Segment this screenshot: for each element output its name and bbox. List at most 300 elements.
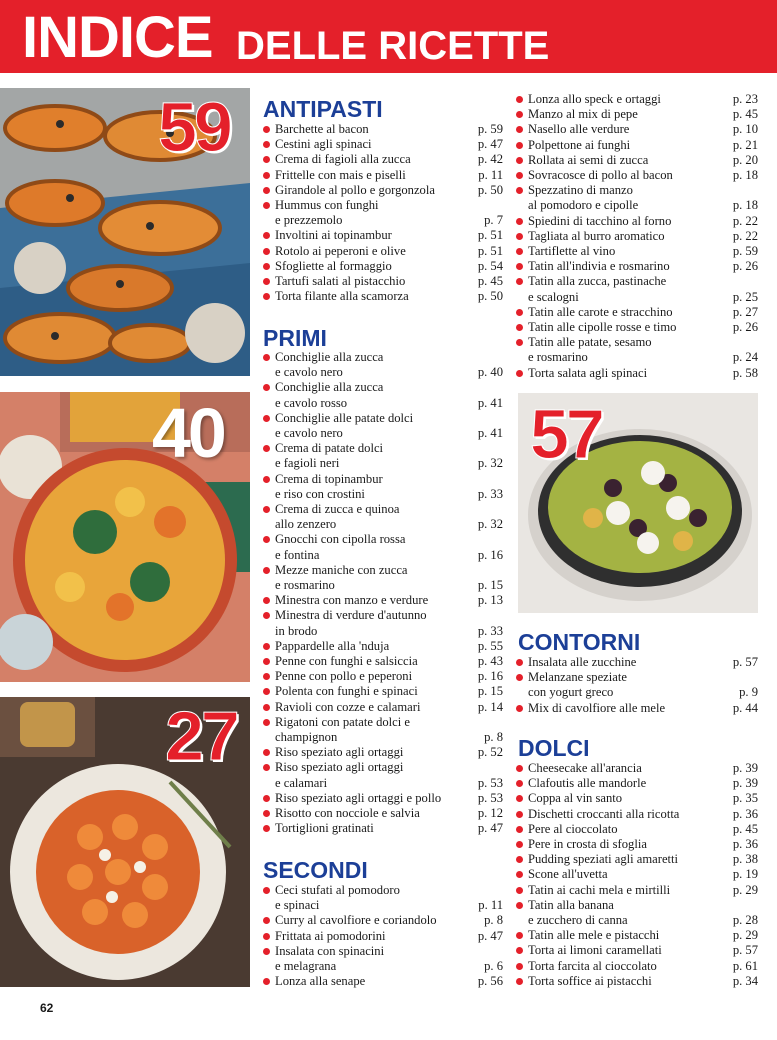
recipe-name-line: Coppa al vin santo xyxy=(528,791,623,806)
recipe-page-ref: p. 22 xyxy=(732,213,758,228)
recipe-item xyxy=(263,760,503,790)
recipe-name-line: Tatin alle patate, sesamo xyxy=(528,335,652,350)
bullet-icon xyxy=(263,825,270,832)
section-title-contorni: CONTORNI xyxy=(518,629,641,655)
recipe-page-ref: p. 7 xyxy=(484,213,503,228)
recipe-name-line: con yogurt greco xyxy=(528,685,614,700)
recipe-name-line: Riso speziato agli ortaggi xyxy=(275,760,404,775)
recipe-page-ref: p. 11 xyxy=(478,898,503,913)
recipe-name-line: Insalata alle zucchine xyxy=(528,655,637,669)
bullet-icon xyxy=(263,172,270,179)
bullet-icon xyxy=(263,933,270,940)
recipe-page-ref: p. 22 xyxy=(732,228,758,243)
recipe-item xyxy=(516,883,758,898)
recipe-name-line: Tartiflette al vino xyxy=(528,244,616,259)
recipe-item xyxy=(516,107,758,122)
recipe-page-ref: p. 45 xyxy=(477,274,503,289)
recipe-name-line: e zucchero di canna xyxy=(528,913,628,928)
recipe-item xyxy=(516,183,758,213)
bullet-icon xyxy=(516,887,523,894)
bullet-icon xyxy=(263,749,270,756)
recipe-page-ref: p. 61 xyxy=(732,958,758,973)
recipe-name-line: Girandole al pollo e gorgonzola xyxy=(275,182,435,197)
recipe-item xyxy=(516,943,758,958)
recipe-page-ref: p. 26 xyxy=(732,320,758,335)
recipe-name-line: Sfogliette al formaggio xyxy=(275,258,392,273)
recipe-name-line: Manzo al mix di pepe xyxy=(528,107,638,122)
photo-primi xyxy=(0,392,250,682)
recipe-item xyxy=(516,822,758,837)
recipe-item xyxy=(263,532,503,562)
recipe-item xyxy=(263,715,503,745)
recipe-name-line: e cavolo nero xyxy=(275,365,343,380)
recipe-name-line: Mezze maniche con zucca xyxy=(275,562,408,577)
section-title-antipasti: ANTIPASTI xyxy=(263,96,383,122)
recipe-name-line: Mix di cavolfiore alle mele xyxy=(528,700,666,715)
recipe-name-line: al pomodoro e cipolle xyxy=(528,198,639,213)
recipe-page-ref: p. 39 xyxy=(732,776,758,791)
bullet-icon xyxy=(263,673,270,680)
recipe-name-line: Torta ai limoni caramellati xyxy=(528,943,662,958)
recipe-item xyxy=(516,214,758,229)
bullet-icon xyxy=(516,826,523,833)
bullet-icon xyxy=(516,96,523,103)
recipe-name-line: Nasello alle verdure xyxy=(528,122,630,137)
bullet-icon xyxy=(263,917,270,924)
recipe-name-line: Penne con funghi e salsiccia xyxy=(275,654,418,669)
recipe-name-line: champignon xyxy=(275,730,338,745)
bullet-icon xyxy=(263,248,270,255)
recipe-page-ref: p. 47 xyxy=(477,928,503,943)
recipe-name-line: Crema di fagioli alla zucca xyxy=(275,152,411,167)
recipe-item xyxy=(263,244,503,259)
recipe-item xyxy=(263,137,503,152)
recipe-item xyxy=(263,929,503,944)
recipe-name-line: Tatin alle carote e stracchino xyxy=(528,304,673,319)
list-contorni xyxy=(516,655,758,716)
recipe-name-line: Riso speziato agli ortaggi xyxy=(275,745,404,760)
bullet-icon xyxy=(263,719,270,726)
recipe-name-line: Sovracosce di pollo al bacon xyxy=(528,168,673,183)
photo-contorni xyxy=(518,393,758,613)
recipe-name-line: Curry al cavolfiore e coriandolo xyxy=(275,913,437,928)
recipe-name-line: Spiedini di tacchino al forno xyxy=(528,213,672,228)
recipe-page-ref: p. 36 xyxy=(732,837,758,852)
list-dolci xyxy=(516,761,758,989)
recipe-item xyxy=(516,776,758,791)
recipe-item xyxy=(516,335,758,365)
recipe-item xyxy=(263,274,503,289)
recipe-page-ref: p. 6 xyxy=(484,959,503,973)
recipe-name-line: Tatin all'indivia e rosmarino xyxy=(528,259,670,274)
recipe-item xyxy=(516,229,758,244)
recipe-name-line: in brodo xyxy=(275,623,318,638)
recipe-name-line: Lonza alla senape xyxy=(275,974,366,989)
bullet-icon xyxy=(516,126,523,133)
bullet-icon xyxy=(263,476,270,483)
recipe-page-ref: p. 23 xyxy=(732,92,758,106)
recipe-name-line: Cheesecake all'arancia xyxy=(528,761,642,775)
bullet-icon xyxy=(516,674,523,681)
recipe-name-line: e calamari xyxy=(275,775,328,790)
recipe-name-line: Conchiglie alle patate dolci xyxy=(275,410,414,425)
recipe-page-ref: p. 29 xyxy=(732,928,758,943)
recipe-item xyxy=(516,655,758,670)
bullet-icon xyxy=(263,384,270,391)
recipe-name-line: Rotolo ai peperoni e olive xyxy=(275,243,406,258)
recipe-name-line: Frittelle con mais e piselli xyxy=(275,167,406,182)
recipe-page-ref: p. 52 xyxy=(477,745,503,760)
photo-secondi xyxy=(0,697,250,987)
recipe-name-line: Tatin ai cachi mela e mirtilli xyxy=(528,882,671,897)
recipe-item xyxy=(263,472,503,502)
bullet-icon xyxy=(263,445,270,452)
bullet-icon xyxy=(263,887,270,894)
recipe-name-line: Barchette al bacon xyxy=(275,122,369,136)
recipe-name-line: Lonza allo speck e ortaggi xyxy=(528,92,661,106)
recipe-item xyxy=(263,168,503,183)
recipe-page-ref: p. 59 xyxy=(732,244,758,259)
bullet-icon xyxy=(516,324,523,331)
bullet-icon xyxy=(263,948,270,955)
bullet-icon xyxy=(263,263,270,270)
bullet-icon xyxy=(516,765,523,772)
bullet-icon xyxy=(263,156,270,163)
recipe-name-line: Tatin alle cipolle rosse e timo xyxy=(528,320,677,335)
recipe-item xyxy=(516,837,758,852)
recipe-page-ref: p. 9 xyxy=(739,685,758,700)
recipe-item xyxy=(516,928,758,943)
list-antipasti xyxy=(263,122,503,304)
recipe-item xyxy=(516,168,758,183)
recipe-page-ref: p. 55 xyxy=(477,638,503,653)
recipe-page-ref: p. 51 xyxy=(477,228,503,243)
recipe-item xyxy=(263,974,503,989)
bullet-icon xyxy=(263,978,270,985)
recipe-name-line: Torta salata agli spinaci xyxy=(528,365,648,380)
bullet-icon xyxy=(516,233,523,240)
bullet-icon xyxy=(263,187,270,194)
recipe-name-line: allo zenzero xyxy=(275,517,337,532)
recipe-item xyxy=(263,441,503,471)
recipe-page-ref: p. 41 xyxy=(477,395,503,410)
recipe-name-line: e spinaci xyxy=(275,898,320,913)
recipe-item xyxy=(516,244,758,259)
recipe-page-ref: p. 20 xyxy=(732,152,758,167)
recipe-page-ref: p. 32 xyxy=(477,456,503,471)
recipe-item xyxy=(516,274,758,304)
recipe-page-ref: p. 8 xyxy=(484,913,503,928)
recipe-page-ref: p. 35 xyxy=(732,791,758,806)
recipe-item xyxy=(516,259,758,274)
recipe-name-line: Pappardelle alla 'nduja xyxy=(275,638,390,653)
recipe-page-ref: p. 18 xyxy=(732,198,758,213)
recipe-page-ref: p. 16 xyxy=(477,547,503,562)
recipe-page-ref: p. 43 xyxy=(477,654,503,669)
recipe-item xyxy=(263,259,503,274)
recipe-page-ref: p. 45 xyxy=(732,821,758,836)
recipe-page-ref: p. 15 xyxy=(477,578,503,593)
recipe-page-ref: p. 58 xyxy=(732,365,758,380)
recipe-page-ref: p. 18 xyxy=(732,168,758,183)
recipe-name-line: e rosmarino xyxy=(528,350,588,365)
recipe-item xyxy=(263,289,503,304)
recipe-page-ref: p. 47 xyxy=(477,137,503,152)
photo-number-57: 57 xyxy=(530,395,602,473)
recipe-page-ref: p. 15 xyxy=(477,684,503,699)
bullet-icon xyxy=(263,506,270,513)
recipe-item xyxy=(263,654,503,669)
recipe-page-ref: p. 34 xyxy=(732,973,758,988)
recipe-name-line: Risotto con nocciole e salvia xyxy=(275,806,420,821)
recipe-item xyxy=(263,944,503,974)
bullet-icon xyxy=(516,309,523,316)
recipe-page-ref: p. 41 xyxy=(477,426,503,440)
recipe-item xyxy=(263,791,503,806)
bullet-icon xyxy=(263,141,270,148)
recipe-item xyxy=(516,867,758,882)
recipe-item xyxy=(516,959,758,974)
recipe-name-line: Insalata con spinacini xyxy=(275,943,385,958)
recipe-page-ref: p. 13 xyxy=(477,593,503,608)
bullet-icon xyxy=(516,263,523,270)
recipe-item xyxy=(516,92,758,107)
recipe-item xyxy=(516,122,758,137)
recipe-item xyxy=(263,502,503,532)
title-indice: INDICE xyxy=(22,5,213,70)
recipe-page-ref: p. 50 xyxy=(477,182,503,197)
recipe-name-line: e melagrana xyxy=(275,959,337,974)
recipe-item xyxy=(263,152,503,167)
bullet-icon xyxy=(263,202,270,209)
bullet-icon xyxy=(516,172,523,179)
recipe-name-line: e scalogni xyxy=(528,289,579,304)
recipe-name-line: Rollata ai semi di zucca xyxy=(528,152,649,167)
recipe-page-ref: p. 32 xyxy=(477,517,503,532)
title-delle-ricette: DELLE RICETTE xyxy=(236,24,550,68)
bullet-icon xyxy=(263,612,270,619)
recipe-name-line: Clafoutis alle mandorle xyxy=(528,776,647,791)
bullet-icon xyxy=(516,963,523,970)
section-title-secondi: SECONDI xyxy=(263,857,368,883)
recipe-item xyxy=(263,700,503,715)
recipe-page-ref: p. 38 xyxy=(732,852,758,867)
bullet-icon xyxy=(516,248,523,255)
recipe-page-ref: p. 19 xyxy=(732,867,758,882)
recipe-name-line: e fagioli neri xyxy=(275,456,340,471)
recipe-page-ref: p. 54 xyxy=(477,258,503,273)
recipe-name-line: Gnocchi con cipolla rossa xyxy=(275,532,406,547)
bullet-icon xyxy=(516,278,523,285)
recipe-item xyxy=(516,807,758,822)
recipe-name-line: Scone all'uvetta xyxy=(528,867,608,882)
recipe-item xyxy=(516,898,758,928)
recipe-name-line: Tatin alla banana xyxy=(528,897,614,912)
recipe-page-ref: p. 28 xyxy=(732,913,758,928)
recipe-name-line: Conchiglie alla zucca xyxy=(275,350,384,364)
recipe-name-line: Involtini ai topinambur xyxy=(275,228,392,243)
recipe-page-ref: p. 53 xyxy=(477,775,503,790)
bullet-icon xyxy=(263,232,270,239)
bullet-icon xyxy=(263,415,270,422)
bullet-icon xyxy=(516,370,523,377)
recipe-item xyxy=(263,821,503,836)
bullet-icon xyxy=(516,218,523,225)
bullet-icon xyxy=(263,643,270,650)
bullet-icon xyxy=(516,795,523,802)
recipe-name-line: Tatin alle mele e pistacchi xyxy=(528,928,660,943)
recipe-item xyxy=(516,670,758,700)
recipe-name-line: Ravioli con cozze e calamari xyxy=(275,699,421,714)
recipe-item xyxy=(263,122,503,137)
recipe-name-line: e prezzemolo xyxy=(275,213,343,228)
recipe-name-line: Conchiglie alla zucca xyxy=(275,380,384,395)
bullet-icon xyxy=(263,536,270,543)
recipe-page-ref: p. 16 xyxy=(477,669,503,684)
recipe-name-line: Tortiglioni gratinati xyxy=(275,821,374,836)
recipe-page-ref: p. 45 xyxy=(732,107,758,122)
bullet-icon xyxy=(516,856,523,863)
recipe-item xyxy=(263,684,503,699)
recipe-item xyxy=(263,411,503,441)
bullet-icon xyxy=(263,354,270,361)
bullet-icon xyxy=(516,705,523,712)
bullet-icon xyxy=(516,142,523,149)
recipe-name-line: Torta farcita al cioccolato xyxy=(528,958,657,973)
bullet-icon xyxy=(516,947,523,954)
header-banner xyxy=(0,0,777,73)
recipe-page-ref: p. 57 xyxy=(732,655,758,669)
recipe-item xyxy=(263,639,503,654)
recipe-name-line: Tartufi salati al pistacchio xyxy=(275,274,406,289)
bullet-icon xyxy=(516,111,523,118)
bullet-icon xyxy=(516,902,523,909)
recipe-page-ref: p. 39 xyxy=(732,761,758,775)
recipe-item xyxy=(516,974,758,989)
bullet-icon xyxy=(263,278,270,285)
list-primi xyxy=(263,350,503,837)
recipe-page-ref: p. 44 xyxy=(732,700,758,715)
recipe-name-line: Polenta con funghi e spinaci xyxy=(275,684,418,699)
recipe-page-ref: p. 10 xyxy=(732,122,758,137)
recipe-item xyxy=(263,593,503,608)
section-title-dolci: DOLCI xyxy=(518,735,590,761)
list-secondi-part1 xyxy=(263,883,503,989)
bullet-icon xyxy=(263,597,270,604)
recipe-item xyxy=(263,913,503,928)
recipe-item xyxy=(263,380,503,410)
recipe-name-line: Melanzane speziate xyxy=(528,670,627,685)
bullet-icon xyxy=(263,567,270,574)
recipe-item xyxy=(516,305,758,320)
recipe-name-line: Ceci stufati al pomodoro xyxy=(275,883,400,897)
recipe-name-line: Polpettone ai funghi xyxy=(528,137,631,152)
recipe-name-line: Tagliata al burro aromatico xyxy=(528,228,665,243)
recipe-page-ref: p. 8 xyxy=(484,730,503,745)
recipe-page-ref: p. 57 xyxy=(732,943,758,958)
bullet-icon xyxy=(516,841,523,848)
recipe-page-ref: p. 14 xyxy=(477,699,503,714)
recipe-item xyxy=(263,350,503,380)
recipe-page-ref: p. 56 xyxy=(477,974,503,989)
photo-number-40: 40 xyxy=(152,394,224,472)
recipe-name-line: Cestini agli spinaci xyxy=(275,137,372,152)
recipe-name-line: Torta filante alla scamorza xyxy=(275,289,409,304)
recipe-item xyxy=(516,791,758,806)
recipe-item xyxy=(263,806,503,821)
recipe-page-ref: p. 36 xyxy=(732,806,758,821)
recipe-name-line: e riso con crostini xyxy=(275,486,365,501)
section-title-primi: PRIMI xyxy=(263,325,327,351)
recipe-item xyxy=(516,138,758,153)
recipe-name-line: Dischetti croccanti alla ricotta xyxy=(528,806,680,821)
recipe-item xyxy=(263,745,503,760)
bullet-icon xyxy=(516,339,523,346)
bullet-icon xyxy=(516,932,523,939)
recipe-page-ref: p. 24 xyxy=(732,350,758,365)
recipe-item xyxy=(263,883,503,913)
photo-number-27: 27 xyxy=(165,697,237,775)
recipe-page-ref: p. 53 xyxy=(477,790,503,805)
recipe-name-line: Spezzatino di manzo xyxy=(528,183,633,198)
recipe-name-line: Minestra con manzo e verdure xyxy=(275,593,429,608)
bullet-icon xyxy=(263,293,270,300)
recipe-page-ref: p. 59 xyxy=(477,122,503,136)
bullet-icon xyxy=(516,811,523,818)
recipe-page-ref: p. 25 xyxy=(732,289,758,304)
list-secondi-part2 xyxy=(516,92,758,381)
recipe-item xyxy=(516,852,758,867)
recipe-item xyxy=(263,563,503,593)
recipe-item xyxy=(516,761,758,776)
recipe-name-line: Hummus con funghi xyxy=(275,198,379,213)
recipe-name-line: Minestra di verdure d'autunno xyxy=(275,608,427,623)
recipe-item xyxy=(516,701,758,716)
recipe-item xyxy=(263,608,503,638)
recipe-name-line: Penne con pollo e peperoni xyxy=(275,669,413,684)
bullet-icon xyxy=(516,871,523,878)
recipe-name-line: Crema di topinambur xyxy=(275,471,383,486)
recipe-page-ref: p. 42 xyxy=(477,152,503,167)
bullet-icon xyxy=(263,810,270,817)
bullet-icon xyxy=(263,795,270,802)
recipe-item xyxy=(263,669,503,684)
recipe-name-line: e cavolo nero xyxy=(275,426,343,441)
recipe-page-ref: p. 12 xyxy=(477,806,503,821)
photo-antipasti xyxy=(0,88,250,376)
bullet-icon xyxy=(516,157,523,164)
recipe-name-line: Crema di patate dolci xyxy=(275,441,384,456)
page-number: 62 xyxy=(40,1001,54,1015)
bullet-icon xyxy=(263,658,270,665)
recipe-item xyxy=(516,320,758,335)
recipe-page-ref: p. 27 xyxy=(732,304,758,319)
recipe-item xyxy=(263,198,503,228)
bullet-icon xyxy=(263,126,270,133)
recipe-page-ref: p. 33 xyxy=(477,486,503,501)
photo-number-59: 59 xyxy=(158,88,230,166)
recipe-page-ref: p. 47 xyxy=(477,821,503,836)
recipe-item xyxy=(516,366,758,381)
recipe-name-line: Tatin alla zucca, pastinache xyxy=(528,274,667,289)
recipe-name-line: Riso speziato agli ortaggi e pollo xyxy=(275,790,442,805)
bullet-icon xyxy=(516,659,523,666)
bullet-icon xyxy=(516,780,523,787)
recipe-name-line: Torta soffice ai pistacchi xyxy=(528,973,652,988)
recipe-page-ref: p. 21 xyxy=(732,137,758,152)
recipe-name-line: Pudding speziati agli amaretti xyxy=(528,852,679,867)
recipe-name-line: e rosmarino xyxy=(275,578,335,593)
